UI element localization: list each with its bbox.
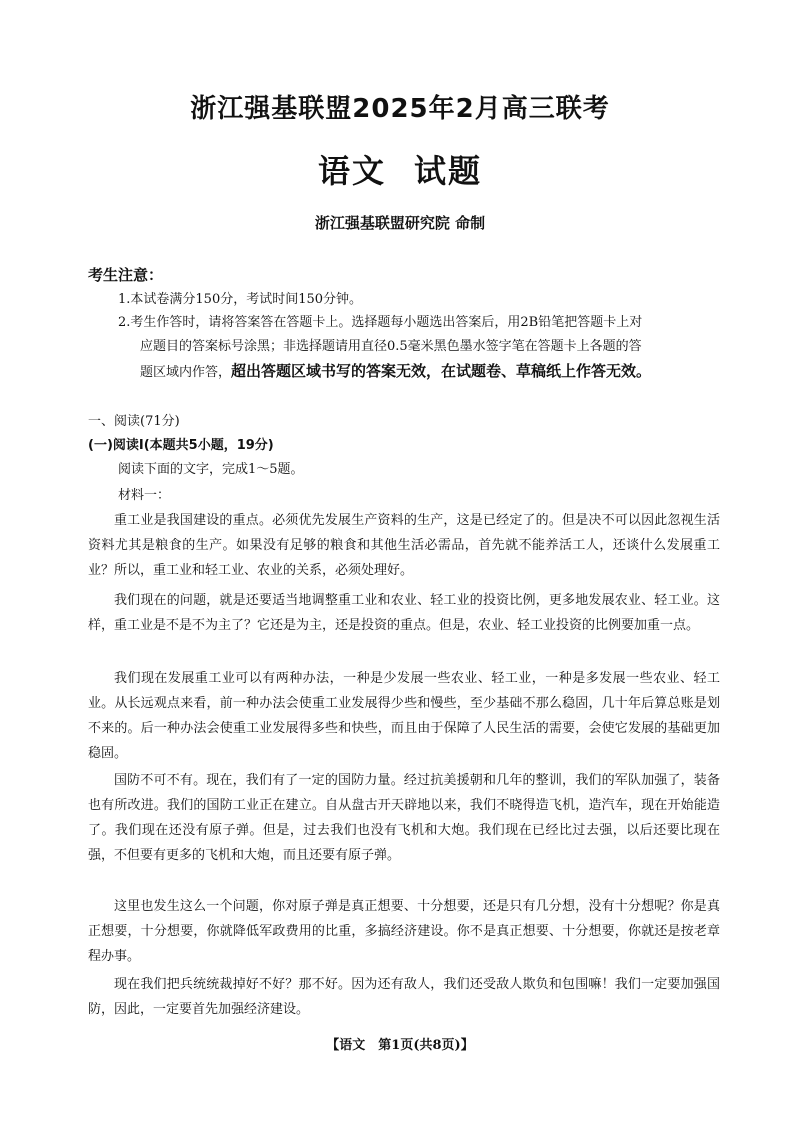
material-label: 材料一： [118,488,171,503]
section-reading-1: (一)阅读Ⅰ(本题共5小题，19分) [88,438,274,453]
notice-item-2-line2: 应题目的答案标号涂黑；非选择题请用直径0.5毫米黑色墨水签字笔在答题卡上各题的答 [140,339,642,354]
reading-instruction: 阅读下面的文字，完成1～5题。 [118,462,304,477]
exam-title: 浙江强基联盟2025年2月高三联考 [190,94,610,124]
paragraph: 国防不可不有。现在，我们有了一定的国防力量。经过抗美援朝和几年的整训，我们的军队加强了，装备也有所改进。我们的国防工业正在建立。自从盘古开天辟地以来，我们不晓得造飞机，造汽车，现在开始能造了。我们现在还没有原子弹。但是，过去我们也没有飞机和大炮。我们现在已经比过去强，以后还要比现在强，不但要有更多的飞机和大炮，而且还要有原子弹。 [88,773,720,863]
paragraph: 现在我们把兵统统裁掉好不好？那不好。因为还有敌人，我们还受敌人欺负和包围嘛！我们一定要加强国防，因此，一定要首先加强经济建设。 [88,977,720,1017]
paper-label: 试题 [414,152,483,190]
notice-item-1 [118,288,718,312]
notice-item-2-line3 [118,359,718,385]
notice-heading: 考生注意： [88,266,164,284]
paragraph: 重工业是我国建设的重点。必须优先发展生产资料的生产，这是已经定了的。但是决不可以因此忽视生活资料尤其是粮食的生产。如果没有足够的粮食和其他生活必需品，首先就不能养活工人，还谈什么发展重工业？所以，重工业和轻工业、农业的关系，必须处理好。 [88,513,720,578]
subject-title [0,146,800,192]
subject-name: 语文 [317,152,386,190]
notice-item-2 [118,311,718,385]
notice-item-1-text: 1.本试卷满分150分，考试时间150分钟。 [118,292,363,307]
notice-item-2-line1: 2.考生作答时，请将答案答在答题卡上。选择题每小题选出答案后，用2B铅笔把答题卡上对 [118,315,643,330]
notice-warning: 超出答题区域书写的答案无效，在试题卷、草稿纸上作答无效。 [231,362,652,380]
paragraph: 这里也发生这么一个问题，你对原子弹是真正想要、十分想要，还是只有几分想，没有十分想呢？你是真正想要，十分想要，你就降低军政费用的比重，多搞经济建设。你不是真正想要、十分想要，你就还是按老章程办事。 [88,899,720,964]
page-footer: 【语文 第1页(共8页)】 [326,1038,474,1053]
notice-item-2-line3-normal: 题区域内作答， [140,365,232,380]
paragraph: 我们现在的问题，就是还要适当地调整重工业和农业、轻工业的投资比例，更多地发展农业、轻工业。这样，重工业是不是不为主了？它还是为主，还是投资的重点。但是，农业、轻工业投资的比例要加重一点。 [88,593,720,633]
paragraph: 我们现在发展重工业可以有两种办法，一种是少发展一些农业、轻工业，一种是多发展一些农业、轻工业。从长远观点来看，前一种办法会使重工业发展得少些和慢些，至少基础不那么稳固，几十年后算总账是划不来的。后一种办法会使重工业发展得多些和快些，而且由于保障了人民生活的需要，会使它发展的基础更加稳固。 [88,671,720,761]
section-reading: 一、阅读(71分) [88,414,180,429]
paper-maker: 浙江强基联盟研究院 命制 [314,214,486,232]
